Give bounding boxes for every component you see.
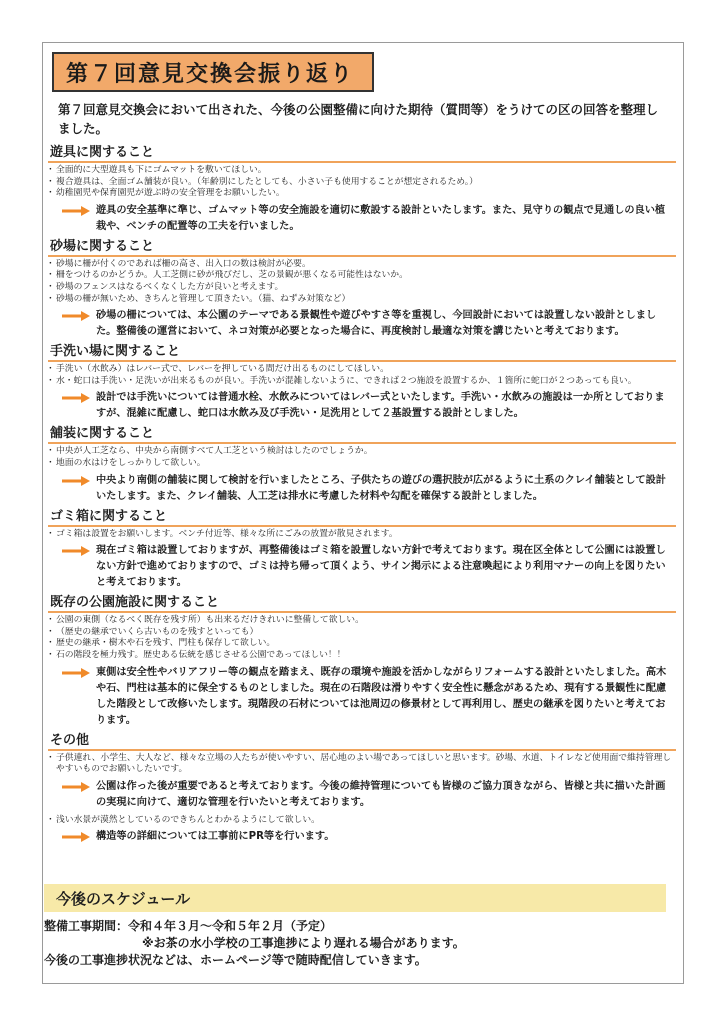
- section: [48, 426, 674, 504]
- arrow-right-icon: [62, 311, 90, 321]
- answer: [48, 203, 674, 235]
- comment-item: ・ 子供連れ、小学生、大人など、様々な立場の人たちが使いやすい、居心地のよい場であってほしいと思います。砂場、水道、トイレなど使用面で維持管理しやすいものでお願いしたいです。: [48, 753, 674, 776]
- section: [48, 145, 674, 235]
- comment-list: [48, 815, 674, 827]
- section-title: [48, 344, 676, 362]
- section-title-text: 手洗い場に関すること: [50, 344, 181, 360]
- section-title-text: ゴミ箱に関すること: [50, 508, 168, 524]
- comment-item: ・ 砂場のフェンスはなるべくなくした方が良いと考えます。: [48, 282, 674, 294]
- answer-text: 構造等の詳細については工事前にPR等を行います。: [96, 831, 335, 843]
- arrow-right-icon: [62, 668, 90, 678]
- comment-item: ・ 複合遊具は、全面ゴム舗装が良い。（年齢別にしたとしても、小さい子も使用することが想定されるため。）: [48, 177, 674, 189]
- comment-list: [48, 446, 674, 469]
- comment-list: [48, 364, 674, 387]
- answer-text: 東側は安全性やバリアフリー等の観点を踏まえ、既存の環境や施設を活かしながらリフォームする設計といたしました。高木や石、門柱は基本的に保全するものとしました。現在の石階段は滑りやすく安全性に懸念があるため、現有する景観性に配慮した階段として改修いたします。現階段の石材については池周辺の修景材として再利用し、歴史の継承を図りたいと考えております。: [96, 666, 667, 726]
- section-title: [48, 509, 676, 527]
- section: [48, 733, 674, 846]
- section-title: [48, 239, 676, 257]
- section: [48, 344, 674, 422]
- arrow-right-icon: [62, 832, 90, 842]
- answer-text: 設計では手洗いについては普通水栓、水飲みについてはレバー式といたします。手洗い・水飲みの施設は一か所としておりますが、混雑に配慮し、蛇口は水飲み及び手洗い・足洗用として２基設置する設計としました。: [96, 392, 665, 420]
- schedule-line-info: 今後の工事進捗状況などは、ホームページ等で随時配信していきます。: [44, 953, 427, 967]
- section-title: [48, 426, 676, 444]
- comment-list: [48, 615, 674, 661]
- comment-item: ・ 石の階段を極力残す。歴史ある伝統を感じさせる公園であってほしい！！: [48, 650, 674, 662]
- answer-text: 砂場の柵については、本公園のテーマである景観性や遊びやすさ等を重視し、今回設計においては設置しない設計としました。整備後の運営において、ネコ対策が必要となった場合に、再度検討し最適な対策を講じたいと考えております。: [96, 310, 657, 338]
- answer: [48, 779, 674, 811]
- section-title: [48, 145, 676, 163]
- comment-item: ・ 柵をつけるのかどうか。人工芝側に砂が飛びだし、芝の景観が悪くなる可能性はないか。: [48, 270, 674, 282]
- section: [48, 595, 674, 728]
- comment-item: ・ （歴史の継承でいくら古いものを残すといっても）: [48, 627, 674, 639]
- section: [48, 239, 674, 340]
- section-title-text: 舗装に関すること: [50, 426, 155, 442]
- comment-list: [48, 165, 674, 200]
- sections-container: [48, 141, 674, 849]
- schedule-title: 今後のスケジュール: [44, 884, 666, 912]
- schedule-body: [44, 918, 664, 969]
- section-title: [48, 595, 676, 613]
- comment-item: ・ 砂場の柵が無いため、きちんと管理して頂きたい。（猫、ねずみ対策など）: [48, 294, 674, 306]
- answer: [48, 543, 674, 591]
- section-title-text: 砂場に関すること: [50, 238, 155, 254]
- intro-text: 第７回意見交換会において出された、今後の公園整備に向けた期待（質問等）をうけての区の回答を整理しました。: [58, 102, 659, 136]
- schedule-line-note: ※お茶の水小学校の工事進捗により遅れる場合があります。: [142, 936, 465, 950]
- answer: [48, 665, 674, 729]
- answer: [48, 308, 674, 340]
- answer: [48, 829, 674, 845]
- answer-text: 公園は作った後が重要であると考えております。今後の維持管理についても皆様のご協力頂きながら、皆様と共に描いた計画の実現に向けて、適切な管理を行いたいと考えております。: [96, 780, 666, 808]
- arrow-right-icon: [62, 782, 90, 792]
- answer-text: 遊具の安全基準に準じ、ゴムマット等の安全施設を適切に敷設する設計といたします。また、見守りの観点で見通しの良い植栽や、ベンチの配置等の工夫を行いました。: [96, 204, 666, 232]
- arrow-right-icon: [62, 393, 90, 403]
- comment-list: [48, 529, 674, 541]
- answer-text: 中央より南側の舗装に関して検討を行いましたところ、子供たちの遊びの選択肢が広がるように土系のクレイ舗装として設計いたします。また、クレイ舗装、人工芝は排水に考慮した材料や勾配を確保する設計としました。: [96, 474, 666, 502]
- comment-list: [48, 259, 674, 305]
- arrow-right-icon: [62, 546, 90, 556]
- comment-item: ・ 手洗い（水飲み）はレバー式で、レバーを押している間だけ出るものにしてほしい。: [48, 364, 674, 376]
- comment-item: ・ ゴミ箱は設置をお願いします。ベンチ付近等、様々な所にごみの放置が散見されます。: [48, 529, 674, 541]
- arrow-right-icon: [62, 476, 90, 486]
- section: [48, 509, 674, 592]
- comment-item: ・ 歴史の継承・樹木や石を残す、門柱も保存して欲しい。: [48, 638, 674, 650]
- schedule-line-period: 整備工事期間：令和４年３月～令和５年２月（予定）: [44, 919, 333, 933]
- comment-item: ・ 浅い水景が漠然としているのできちんとわかるようにして欲しい。: [48, 815, 674, 827]
- comment-item: ・ 公園の東側（なるべく既存を残す所）も出来るだけきれいに整備して欲しい。: [48, 615, 674, 627]
- answer: [48, 390, 674, 422]
- comment-item: ・ 砂場に柵が付くのであれば柵の高さ、出入口の数は検討が必要。: [48, 259, 674, 271]
- comment-item: ・ 水・蛇口は手洗い・足洗いが出来るものが良い。手洗いが混雑しないように、できれば２つ施設を設置するか、１箇所に蛇口が２つあっても良い。: [48, 376, 674, 388]
- answer-text: 現在ゴミ箱は設置しておりますが、再整備後はゴミ箱を設置しない方針で考えております。現在区全体として公園には設置しない方針で進めておりますので、ゴミは持ち帰って頂くよう、サイン掲示による注意喚起により利用マナーの向上を図りたいと考えております。: [96, 545, 666, 589]
- section-title: [48, 733, 676, 751]
- comment-item: ・ 地面の水はけをしっかりして欲しい。: [48, 458, 674, 470]
- arrow-right-icon: [62, 206, 90, 216]
- section-title-text: 既存の公園施設に関すること: [50, 595, 220, 611]
- comment-item: ・ 全面的に大型遊具も下にゴムマットを敷いてほしい。: [48, 165, 674, 177]
- section-title-text: 遊具に関すること: [50, 145, 155, 160]
- comment-list: [48, 753, 674, 776]
- section-title-text: その他: [50, 732, 90, 748]
- page-title: 第７回意見交換会振り返り: [52, 52, 374, 92]
- comment-item: ・ 幼稚園児や保育園児が遊ぶ時の安全管理をお願いしたい。: [48, 188, 674, 200]
- answer: [48, 473, 674, 505]
- comment-item: ・ 中央が人工芝なら、中央から南側すべて人工芝という検討はしたのでしょうか。: [48, 446, 674, 458]
